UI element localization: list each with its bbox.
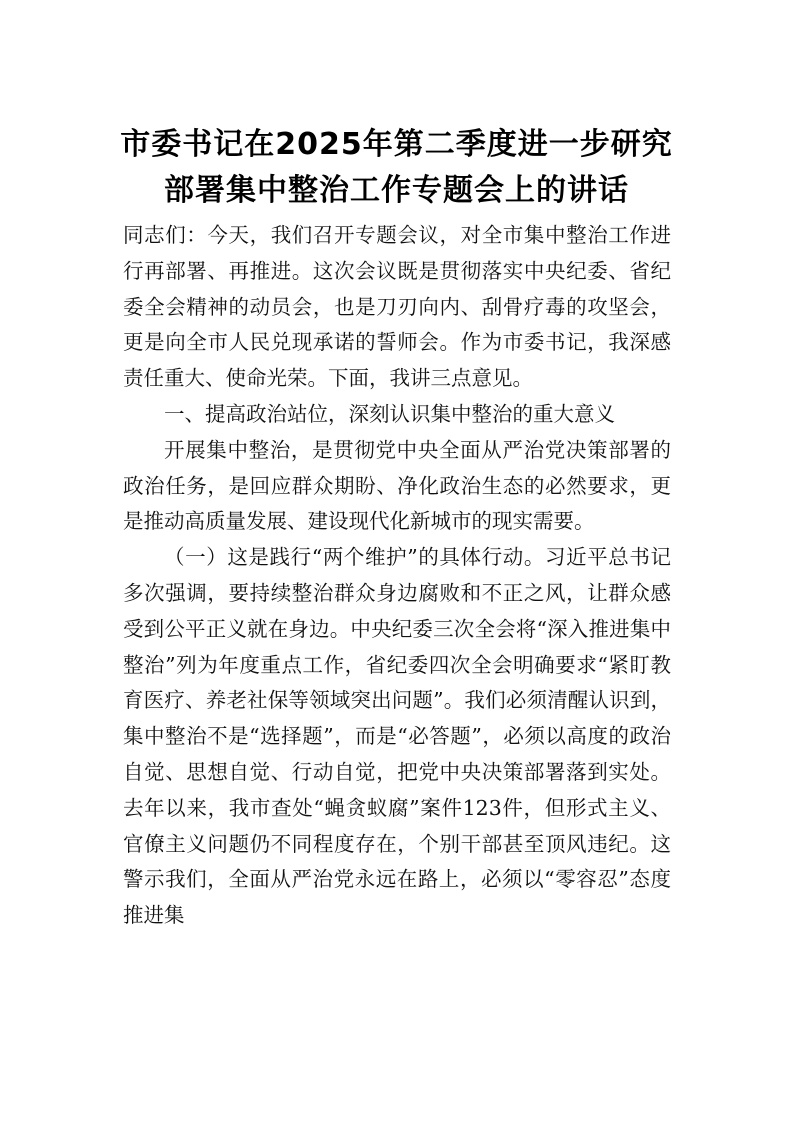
body-paragraph: （一）这是践行“两个维护”的具体行动。习近平总书记多次强调，要持续整治群众身边腐败和不正之风，让群众感受到公平正义就在身边。中央纪委三次全会将“深入推进集中整治”列为年度重点工作，省纪委四次全会明确要求“紧盯教育医疗、养老社保等领域突出问题”。我们必须清醒认识到，集中整治不是“选择题”，而是“必答题”，必须以高度的政治自觉、思想自觉、行动自觉，把党中央决策部署落到实处。去年以来，我市查处“蝇贪蚁腐”案件123件，但形式主义、官僚主义问题仍不同程度存在，个别干部甚至顶风违纪。这警示我们，全面从严治党永远在路上，必须以“零容忍”态度推进集 [123,545,671,928]
section-heading-1: 一、提高政治站位，深刻认识集中整治的重大意义 [164,401,615,426]
opening-paragraph: 同志们：今天，我们召开专题会议，对全市集中整治工作进行再部署、再推进。这次会议既是贯彻落实中央纪委、省纪委全会精神的动员会，也是刀刃向内、刮骨疗毒的攻坚会，更是向全市人民兑现承诺的誓师会。作为市委书记，我深感责任重大、使命光荣。下面，我讲三点意见。 [123,223,671,391]
document-title: 市委书记在2025年第二季度进一步研究部署集中整治工作专题会上的讲话 [120,127,673,208]
body-paragraph: 开展集中整治，是贯彻党中央全面从严治党决策部署的政治任务，是回应群众期盼、净化政治生态的必然要求，更是推动高质量发展、建设现代化新城市的现实需要。 [123,437,671,534]
document-body [123,218,671,934]
